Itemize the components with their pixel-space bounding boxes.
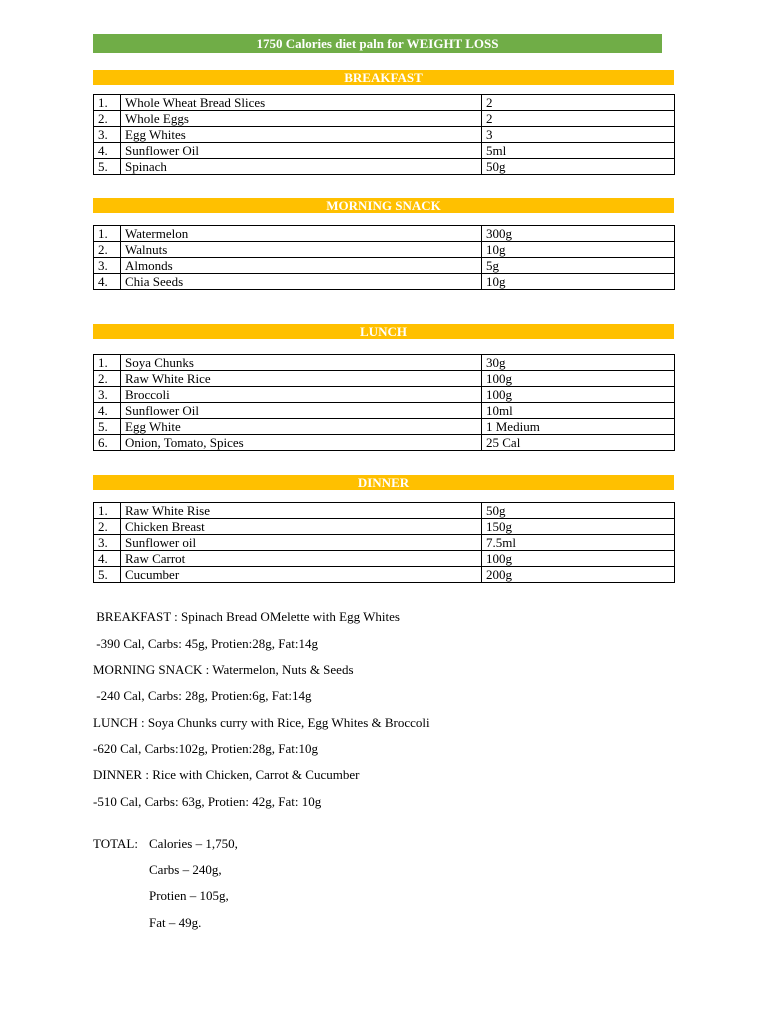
summary-dinner-meal: DINNER : Rice with Chicken, Carrot & Cucumber	[93, 767, 360, 782]
item-name: Egg Whites	[121, 127, 482, 143]
item-quantity: 100g	[482, 551, 675, 567]
item-name: Raw White Rise	[121, 503, 482, 519]
summary-morning-snack-macros: -240 Cal, Carbs: 28g, Protien:6g, Fat:14g	[93, 688, 312, 703]
item-name: Soya Chunks	[121, 355, 482, 371]
item-number: 2.	[94, 242, 121, 258]
page-title: 1750 Calories diet paln for WEIGHT LOSS	[93, 34, 662, 53]
item-number: 1.	[94, 95, 121, 111]
summary-breakfast-meal: BREAKFAST : Spinach Bread OMelette with Egg Whites	[93, 609, 400, 624]
summary-morning-snack-meal: MORNING SNACK : Watermelon, Nuts & Seeds	[93, 662, 354, 677]
item-quantity: 1 Medium	[482, 419, 675, 435]
table-row	[94, 403, 675, 419]
item-quantity: 2	[482, 95, 675, 111]
item-quantity: 150g	[482, 519, 675, 535]
item-quantity: 5ml	[482, 143, 675, 159]
item-number: 4.	[94, 551, 121, 567]
table-row	[94, 535, 675, 551]
item-quantity: 100g	[482, 371, 675, 387]
table-row	[94, 274, 675, 290]
item-number: 5.	[94, 419, 121, 435]
table-row	[94, 159, 675, 175]
item-name: Watermelon	[121, 226, 482, 242]
item-number: 4.	[94, 143, 121, 159]
item-number: 3.	[94, 387, 121, 403]
item-quantity: 30g	[482, 355, 675, 371]
section-heading-dinner: DINNER	[93, 475, 674, 490]
item-quantity: 300g	[482, 226, 675, 242]
item-name: Whole Wheat Bread Slices	[121, 95, 482, 111]
summary-lunch-meal: LUNCH : Soya Chunks curry with Rice, Egg Whites & Broccoli	[93, 715, 430, 730]
item-number: 3.	[94, 258, 121, 274]
table-row	[94, 435, 675, 451]
item-number: 2.	[94, 371, 121, 387]
item-quantity: 25 Cal	[482, 435, 675, 451]
item-name: Spinach	[121, 159, 482, 175]
item-number: 5.	[94, 567, 121, 583]
item-number: 3.	[94, 535, 121, 551]
dinner-table	[93, 502, 675, 583]
item-name: Almonds	[121, 258, 482, 274]
table-row	[94, 387, 675, 403]
item-quantity: 50g	[482, 159, 675, 175]
table-row	[94, 143, 675, 159]
total-carbs: Carbs – 240g,	[149, 862, 222, 877]
total-calories: Calories – 1,750,	[149, 836, 238, 851]
section-heading-morning-snack: MORNING SNACK	[93, 198, 674, 213]
section-heading-lunch: LUNCH	[93, 324, 674, 339]
table-row	[94, 355, 675, 371]
item-quantity: 100g	[482, 387, 675, 403]
table-row	[94, 258, 675, 274]
item-quantity: 10ml	[482, 403, 675, 419]
item-name: Broccoli	[121, 387, 482, 403]
item-name: Sunflower oil	[121, 535, 482, 551]
item-name: Whole Eggs	[121, 111, 482, 127]
total-protein: Protien – 105g,	[149, 888, 229, 903]
table-row	[94, 519, 675, 535]
item-quantity: 3	[482, 127, 675, 143]
table-row	[94, 503, 675, 519]
lunch-table	[93, 354, 675, 451]
item-number: 4.	[94, 403, 121, 419]
item-quantity: 10g	[482, 242, 675, 258]
item-name: Chicken Breast	[121, 519, 482, 535]
table-row	[94, 551, 675, 567]
item-number: 4.	[94, 274, 121, 290]
summary-lunch-macros: -620 Cal, Carbs:102g, Protien:28g, Fat:10g	[93, 741, 318, 756]
table-row	[94, 127, 675, 143]
summary-dinner-macros: -510 Cal, Carbs: 63g, Protien: 42g, Fat: 10g	[93, 794, 322, 809]
table-row	[94, 111, 675, 127]
total-fat: Fat – 49g.	[149, 915, 202, 930]
item-name: Sunflower Oil	[121, 403, 482, 419]
table-row	[94, 242, 675, 258]
item-name: Raw White Rice	[121, 371, 482, 387]
item-number: 6.	[94, 435, 121, 451]
item-name: Onion, Tomato, Spices	[121, 435, 482, 451]
item-number: 5.	[94, 159, 121, 175]
item-name: Sunflower Oil	[121, 143, 482, 159]
item-number: 1.	[94, 503, 121, 519]
morning-snack-table	[93, 225, 675, 290]
section-heading-breakfast: BREAKFAST	[93, 70, 674, 85]
item-quantity: 5g	[482, 258, 675, 274]
summary-breakfast-macros: -390 Cal, Carbs: 45g, Protien:28g, Fat:14g	[93, 636, 318, 651]
table-row	[94, 226, 675, 242]
item-number: 1.	[94, 226, 121, 242]
table-row	[94, 371, 675, 387]
item-number: 1.	[94, 355, 121, 371]
item-name: Raw Carrot	[121, 551, 482, 567]
breakfast-table	[93, 94, 675, 175]
item-quantity: 10g	[482, 274, 675, 290]
item-quantity: 50g	[482, 503, 675, 519]
item-number: 2.	[94, 519, 121, 535]
item-name: Chia Seeds	[121, 274, 482, 290]
item-number: 3.	[94, 127, 121, 143]
table-row	[94, 95, 675, 111]
table-row	[94, 567, 675, 583]
table-row	[94, 419, 675, 435]
item-quantity: 7.5ml	[482, 535, 675, 551]
item-number: 2.	[94, 111, 121, 127]
item-quantity: 2	[482, 111, 675, 127]
item-name: Cucumber	[121, 567, 482, 583]
item-name: Egg White	[121, 419, 482, 435]
item-name: Walnuts	[121, 242, 482, 258]
item-quantity: 200g	[482, 567, 675, 583]
total-label: TOTAL:	[93, 836, 138, 851]
